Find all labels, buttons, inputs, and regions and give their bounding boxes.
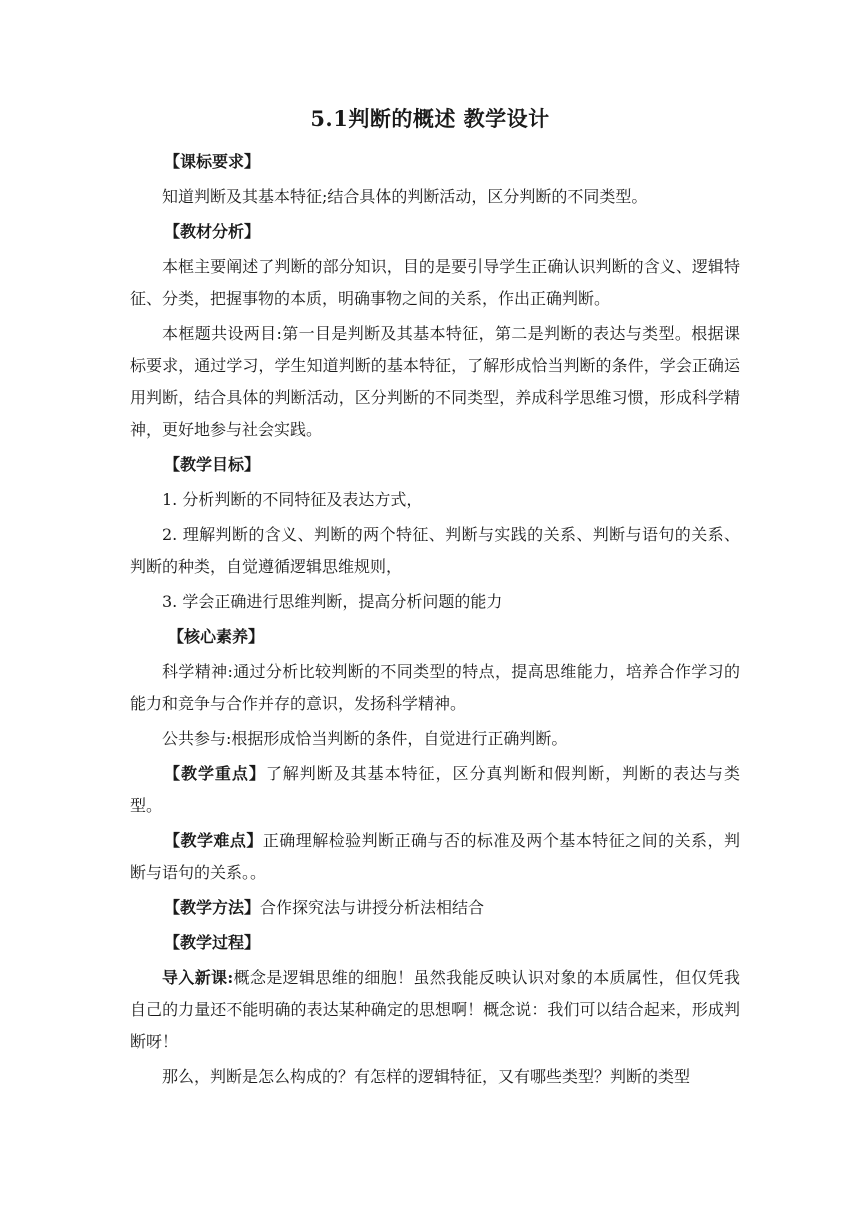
process-intro-paragraph	[130, 962, 740, 1058]
section-heading-process: 【教学过程】	[164, 933, 261, 952]
literacy-paragraph-1: 科学精神:通过分析比较判断的不同类型的特点，提高思维能力，培养合作学习的能力和竞争与合作并存的意识，发扬科学精神。	[130, 662, 740, 713]
literacy-paragraph-2: 公共参与:根据形成恰当判断的条件，自觉进行正确判断。	[162, 729, 568, 748]
objective-item-2: 2. 理解判断的含义、判断的两个特征、判断与实践的关系、判断与语句的关系、判断的种类，自觉遵循逻辑思维规则，	[130, 525, 740, 576]
section-heading-material: 【教材分析】	[164, 222, 261, 241]
section-heading-difficulties: 【教学难点】	[164, 831, 263, 850]
section-heading-objectives: 【教学目标】	[164, 455, 261, 474]
curriculum-text: 知道判断及其基本特征;结合具体的判断活动，区分判断的不同类型。	[162, 187, 648, 206]
process-paragraph-2: 那么，判断是怎么构成的？有怎样的逻辑特征，又有哪些类型？判断的类型	[162, 1067, 691, 1086]
section-heading-literacy: 【核心素养】	[168, 627, 265, 646]
methods-text: 合作探究法与讲授分析法相结合	[260, 898, 485, 917]
process-intro-label: 导入新课:	[162, 968, 234, 987]
objective-item-3: 3. 学会正确进行思维判断，提高分析问题的能力	[162, 592, 503, 611]
section-heading-key-points: 【教学重点】	[164, 764, 266, 783]
key-points-paragraph	[130, 758, 740, 822]
process-intro-text: 概念是逻辑思维的细胞！虽然我能反映认识对象的本质属性，但仅凭我自己的力量还不能明确的表达某种确定的思想啊！概念说：我们可以结合起来，形成判断呀！	[130, 968, 740, 1051]
methods-paragraph	[130, 892, 740, 924]
material-paragraph-2: 本框题共设两目:第一目是判断及其基本特征，第二是判断的表达与类型。根据课标要求，通过学习，学生知道判断的基本特征，了解形成恰当判断的条件，学会正确运用判断，结合具体的判断活动，区分判断的不同类型，养成科学思维习惯，形成科学精神，更好地参与社会实践。	[130, 324, 740, 439]
section-heading-curriculum: 【课标要求】	[164, 152, 261, 171]
difficulties-text: 正确理解检验判断正确与否的标准及两个基本特征之间的关系，判断与语句的关系。。	[130, 831, 740, 882]
document-title: 5.1判断的概述 教学设计	[310, 106, 550, 131]
key-points-text: 了解判断及其基本特征，区分真判断和假判断，判断的表达与类型。	[130, 764, 740, 815]
material-paragraph-1: 本框主要阐述了判断的部分知识，目的是要引导学生正确认识判断的含义、逻辑特征、分类，把握事物的本质，明确事物之间的关系，作出正确判断。	[130, 257, 740, 308]
objective-item-1: 1. 分析判断的不同特征及表达方式，	[162, 490, 423, 509]
section-heading-methods: 【教学方法】	[164, 898, 261, 917]
document-body	[130, 146, 740, 1096]
difficulties-paragraph	[130, 825, 740, 889]
